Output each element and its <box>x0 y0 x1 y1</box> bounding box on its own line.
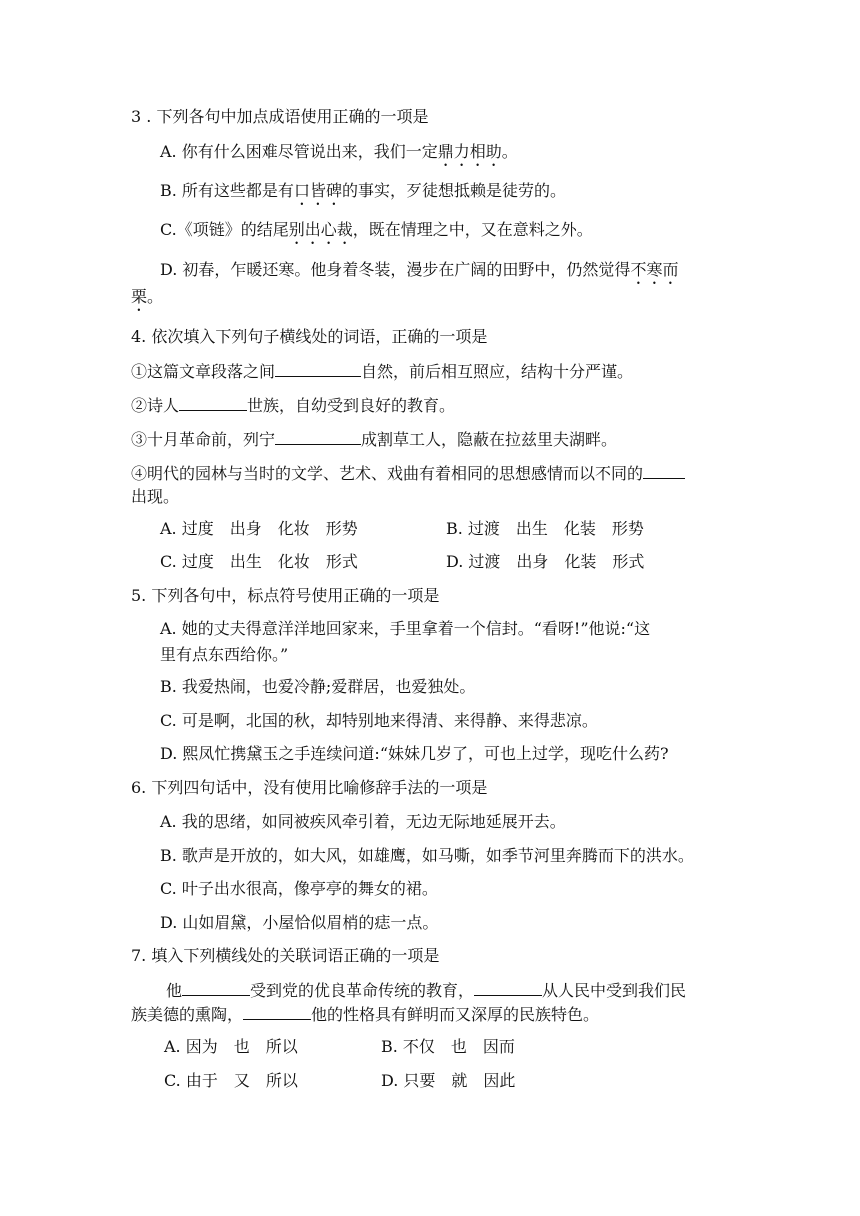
question-7-option-c: C. 由于 又 所以 <box>164 1071 298 1090</box>
question-7-passage-line-2: 族美德的熏陶， 他的性格具有鲜明而又深厚的民族特色。 <box>131 1005 600 1024</box>
dotted-idiom: 栗 <box>131 287 148 306</box>
question-4-sentence-2: ②诗人 世族，自幼受到良好的教育。 <box>131 396 456 415</box>
question-4-option-a: A. 过度 出身 化妆 形势 <box>160 519 358 538</box>
question-6-option-a: A. 我的思绪，如同被疾风牵引着，无边无际地延展开去。 <box>160 812 566 831</box>
question-4-sentence-4-continued: 出现。 <box>131 487 180 506</box>
question-3-stem: 3 . 下列各句中加点成语使用正确的一项是 <box>131 107 429 126</box>
dotted-idiom: 鼎力相助 <box>437 142 502 161</box>
question-6-option-b: B. 歌声是开放的，如大风，如雄鹰，如马嘶，如季节河里奔腾而下的洪水。 <box>160 846 694 865</box>
question-7-option-d: D. 只要 就 因此 <box>381 1071 516 1090</box>
question-3-option-c: C.《项链》的结尾别出心裁，既在情理之中，又在意料之外。 <box>160 220 593 239</box>
question-7-stem: 7. 填入下列横线处的关联词语正确的一项是 <box>131 946 440 965</box>
question-5-option-b: B. 我爱热闹，也爱冷静;爱群居，也爱独处。 <box>160 677 476 696</box>
question-5-stem: 5. 下列各句中，标点符号使用正确的一项是 <box>131 586 440 605</box>
question-3-option-a: A. 你有什么困难尽管说出来，我们一定鼎力相助。 <box>160 142 518 161</box>
question-4-option-b: B. 过渡 出生 化装 形势 <box>446 519 644 538</box>
question-5-option-d: D. 熙凤忙携黛玉之手连续问道:“妹妹几岁了，可也上过学，现吃什么药? <box>160 744 669 763</box>
question-4-option-c: C. 过度 出生 化妆 形式 <box>160 552 358 571</box>
fill-blank <box>243 1004 311 1020</box>
question-5-option-a: A. 她的丈夫得意洋洋地回家来，手里拿着一个信封。“看呀!”他说:“这 <box>160 619 651 638</box>
fill-blank <box>275 429 361 445</box>
question-7-option-a: A. 因为 也 所以 <box>164 1037 298 1056</box>
question-3-option-b: B. 所有这些都是有口皆碑的事实，歹徒想抵赖是徒劳的。 <box>160 181 566 200</box>
question-6-stem: 6. 下列四句话中，没有使用比喻修辞手法的一项是 <box>131 778 488 797</box>
question-6-option-d: D. 山如眉黛，小屋恰似眉梢的痣一点。 <box>160 913 439 932</box>
dotted-idiom: 口皆碑 <box>293 181 342 200</box>
question-7-passage-line-1: 他 受到党的优良革命传统的教育， 从人民中受到我们民 <box>166 981 687 1000</box>
fill-blank <box>643 463 685 479</box>
fill-blank <box>179 395 247 411</box>
question-5-option-c: C. 可是啊，北国的秋，却特别地来得清、来得静、来得悲凉。 <box>160 711 598 730</box>
question-6-option-c: C. 叶子出水很高，像亭亭的舞女的裙。 <box>160 879 438 898</box>
question-4-sentence-3: ③十月革命前，列宁 成割草工人，隐蔽在拉兹里夫湖畔。 <box>131 430 618 449</box>
fill-blank <box>182 980 250 996</box>
question-4-stem: 4. 依次填入下列句子横线处的词语，正确的一项是 <box>131 327 488 346</box>
question-4-sentence-1: ①这篇文章段落之间 自然，前后相互照应，结构十分严谨。 <box>131 362 634 381</box>
dotted-idiom: 别出心裁 <box>288 220 353 239</box>
fill-blank <box>275 361 361 377</box>
dotted-idiom: 不寒而 <box>630 260 679 279</box>
question-4-sentence-4: ④明代的园林与当时的文学、艺术、戏曲有着相同的思想感情而以不同的 <box>131 463 685 484</box>
question-3-option-d-continued: 栗。 <box>131 287 164 306</box>
question-3-option-d: D. 初春，乍暖还寒。他身着冬装，漫步在广阔的田野中，仍然觉得不寒而 <box>160 260 679 279</box>
question-4-option-d: D. 过渡 出身 化装 形式 <box>446 552 645 571</box>
fill-blank <box>474 980 542 996</box>
question-5-option-a-continued: 里有点东西给你。” <box>160 645 289 664</box>
question-7-option-b: B. 不仅 也 因而 <box>381 1037 515 1056</box>
